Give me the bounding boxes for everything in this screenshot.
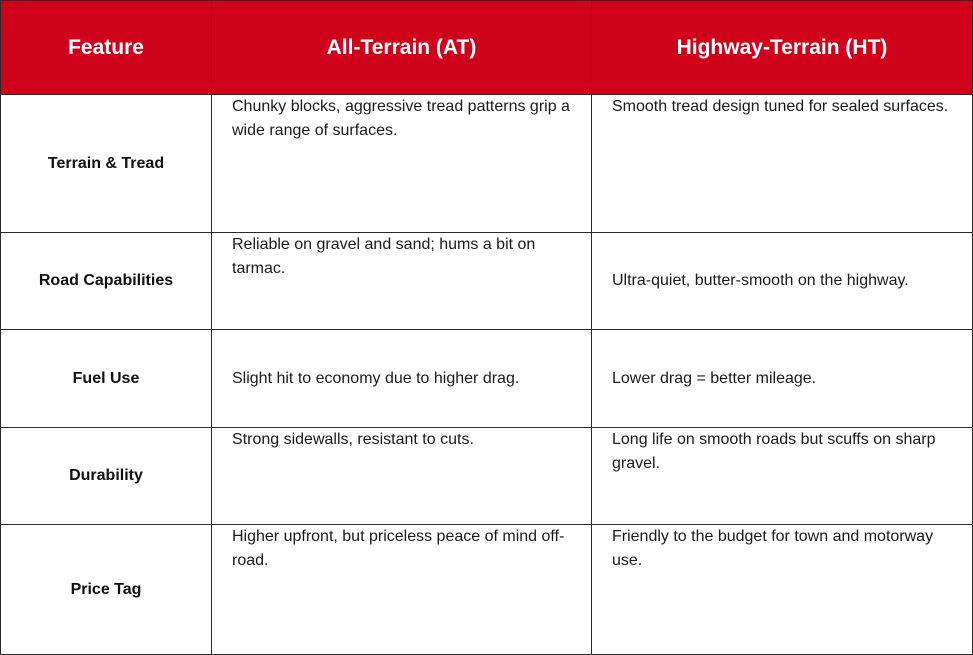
ht-cell: Ultra-quiet, butter-smooth on the highway. — [592, 233, 973, 330]
table-row — [1, 233, 973, 330]
header-highway-terrain: Highway-Terrain (HT) — [592, 1, 973, 95]
feature-cell: Terrain & Tread — [1, 95, 212, 233]
header-all-terrain: All-Terrain (AT) — [212, 1, 592, 95]
at-cell: Chunky blocks, aggressive tread patterns grip a wide range of surfaces. — [212, 95, 592, 233]
ht-cell: Smooth tread design tuned for sealed surfaces. — [592, 95, 973, 233]
at-cell: Reliable on gravel and sand; hums a bit on tarmac. — [212, 233, 592, 330]
ht-cell: Friendly to the budget for town and motorway use. — [592, 525, 973, 655]
feature-cell: Fuel Use — [1, 330, 212, 428]
header-feature: Feature — [1, 1, 212, 95]
header-row — [1, 1, 973, 95]
table-header — [1, 1, 973, 95]
table-row — [1, 428, 973, 525]
ht-cell: Lower drag = better mileage. — [592, 330, 973, 428]
table-row — [1, 330, 973, 428]
at-cell: Higher upfront, but priceless peace of mind off-road. — [212, 525, 592, 655]
at-cell: Slight hit to economy due to higher drag. — [212, 330, 592, 428]
table-row — [1, 525, 973, 655]
feature-cell: Price Tag — [1, 525, 212, 655]
table-row — [1, 95, 973, 233]
ht-cell: Long life on smooth roads but scuffs on sharp gravel. — [592, 428, 973, 525]
feature-cell: Durability — [1, 428, 212, 525]
at-cell: Strong sidewalls, resistant to cuts. — [212, 428, 592, 525]
feature-cell: Road Capabilities — [1, 233, 212, 330]
table-body — [1, 95, 973, 655]
